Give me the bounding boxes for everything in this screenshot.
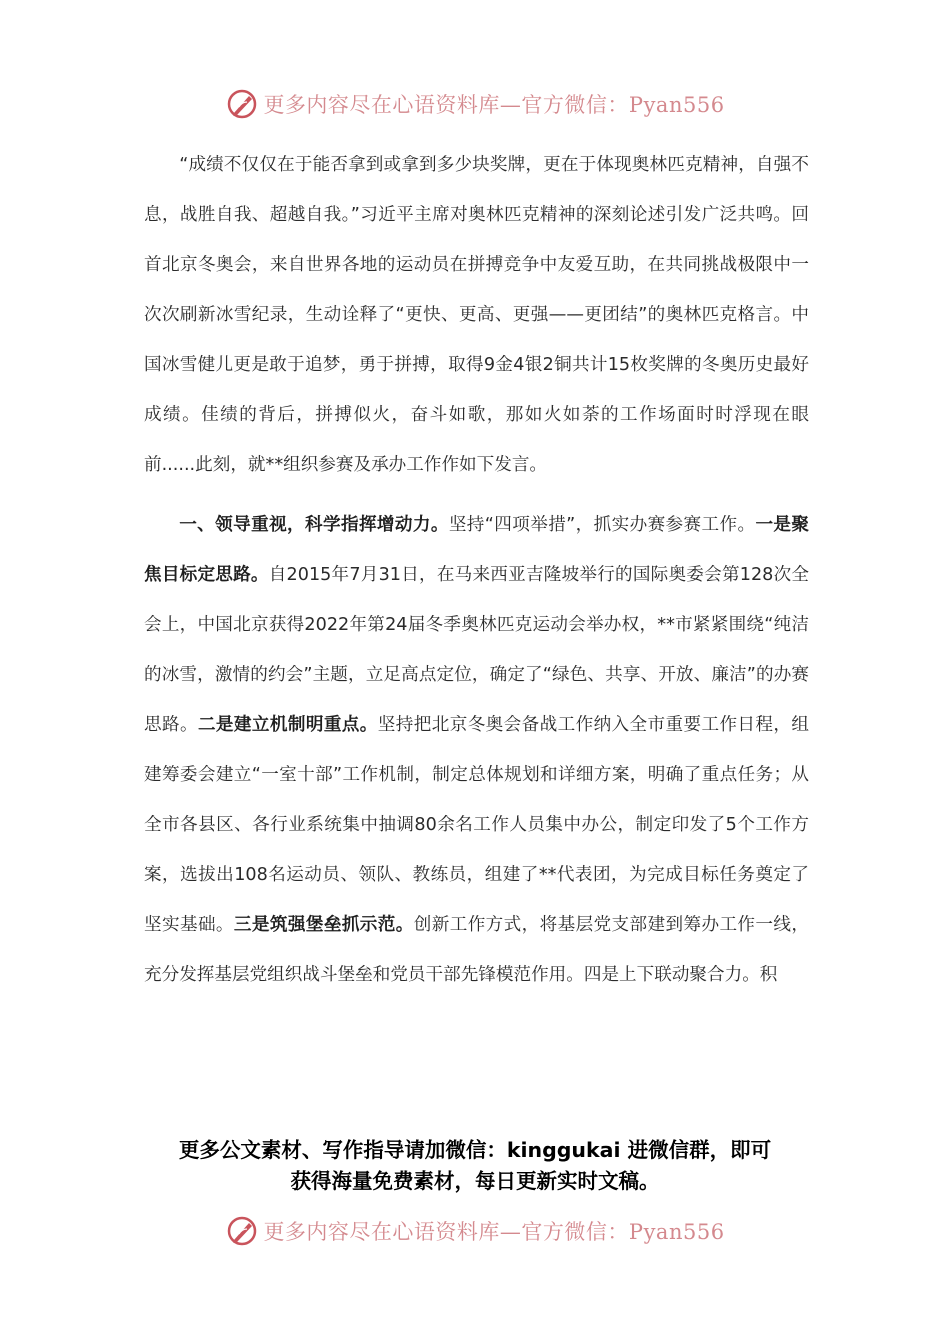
promo-line: 更多公文素材、写作指导请加微信：kinggukai 进微信群，即可 <box>178 1138 772 1162</box>
footer-banner <box>0 1211 950 1251</box>
section-heading: 一、领导重视，科学指挥增动力。 <box>179 515 449 535</box>
section-text: 坚持“四项举措”，抓实办赛参赛工作。 <box>448 515 756 535</box>
promo-line: 获得海量免费素材，每日更新实时文稿。 <box>290 1169 660 1193</box>
document-body <box>144 140 809 1000</box>
paragraph-section-one <box>144 500 809 1000</box>
point-heading: 一是聚焦目标定思路。 <box>144 515 809 585</box>
fountain-pen-circle-icon <box>225 1214 259 1248</box>
header-banner <box>0 84 950 124</box>
point-heading: 三是筑强堡垒抓示范。 <box>233 915 414 935</box>
fountain-pen-circle-icon <box>225 87 259 121</box>
header-banner-text: 更多内容尽在心语资料库—官方微信：Pyan556 <box>263 93 725 117</box>
footer-banner-text: 更多内容尽在心语资料库—官方微信：Pyan556 <box>263 1220 725 1244</box>
point-text: 坚持把北京冬奥会备战工作纳入全市重要工作日程，组建筹委会建立“一室十部”工作机制，制定总体规划和详细方案，明确了重点任务；从全市各县区、各行业系统集中抽调80余名工作人员集中办公，制定印发了5个工作方案，选拔出108名运动员、领队、教练员，组建了**代表团，为完成目标任务奠定了坚实基础。 <box>144 715 809 935</box>
paragraph-intro: “成绩不仅仅在于能否拿到或拿到多少块奖牌，更在于体现奥林匹克精神，自强不息，战胜自我、超越自我。”习近平主席对奥林匹克精神的深刻论述引发广泛共鸣。回首北京冬奥会，来自世界各地的运动员在拼搏竞争中友爱互助，在共同挑战极限中一次次刷新冰雪纪录，生动诠释了“更快、更高、更强——更团结”的奥林匹克格言。中国冰雪健儿更是敢于追梦，勇于拼搏，取得9金4银2铜共计15枚奖牌的冬奥历史最好成绩。佳绩的背后，拼搏似火，奋斗如歌，那如火如荼的工作场面时时浮现在眼前......此刻，就**组织参赛及承办工作作如下发言。 <box>144 155 809 475</box>
promo-notice <box>120 1135 830 1197</box>
point-text: 创新工作方式，将基层党支部建到筹办工作一线，充分发挥基层党组织战斗堡垒和党员干部先锋模范作用。四是上下联动聚合力。积 <box>144 915 809 985</box>
point-heading: 二是建立机制明重点。 <box>197 715 378 735</box>
point-text: 自2015年7月31日，在马来西亚吉隆坡举行的国际奥委会第128次全会上，中国北京获得2022年第24届冬季奥林匹克运动会举办权，**市紧紧围绕“纯洁的冰雪，激情的约会”主题，立足高点定位，确定了“绿色、共享、开放、廉洁”的办赛思路。 <box>144 565 809 735</box>
